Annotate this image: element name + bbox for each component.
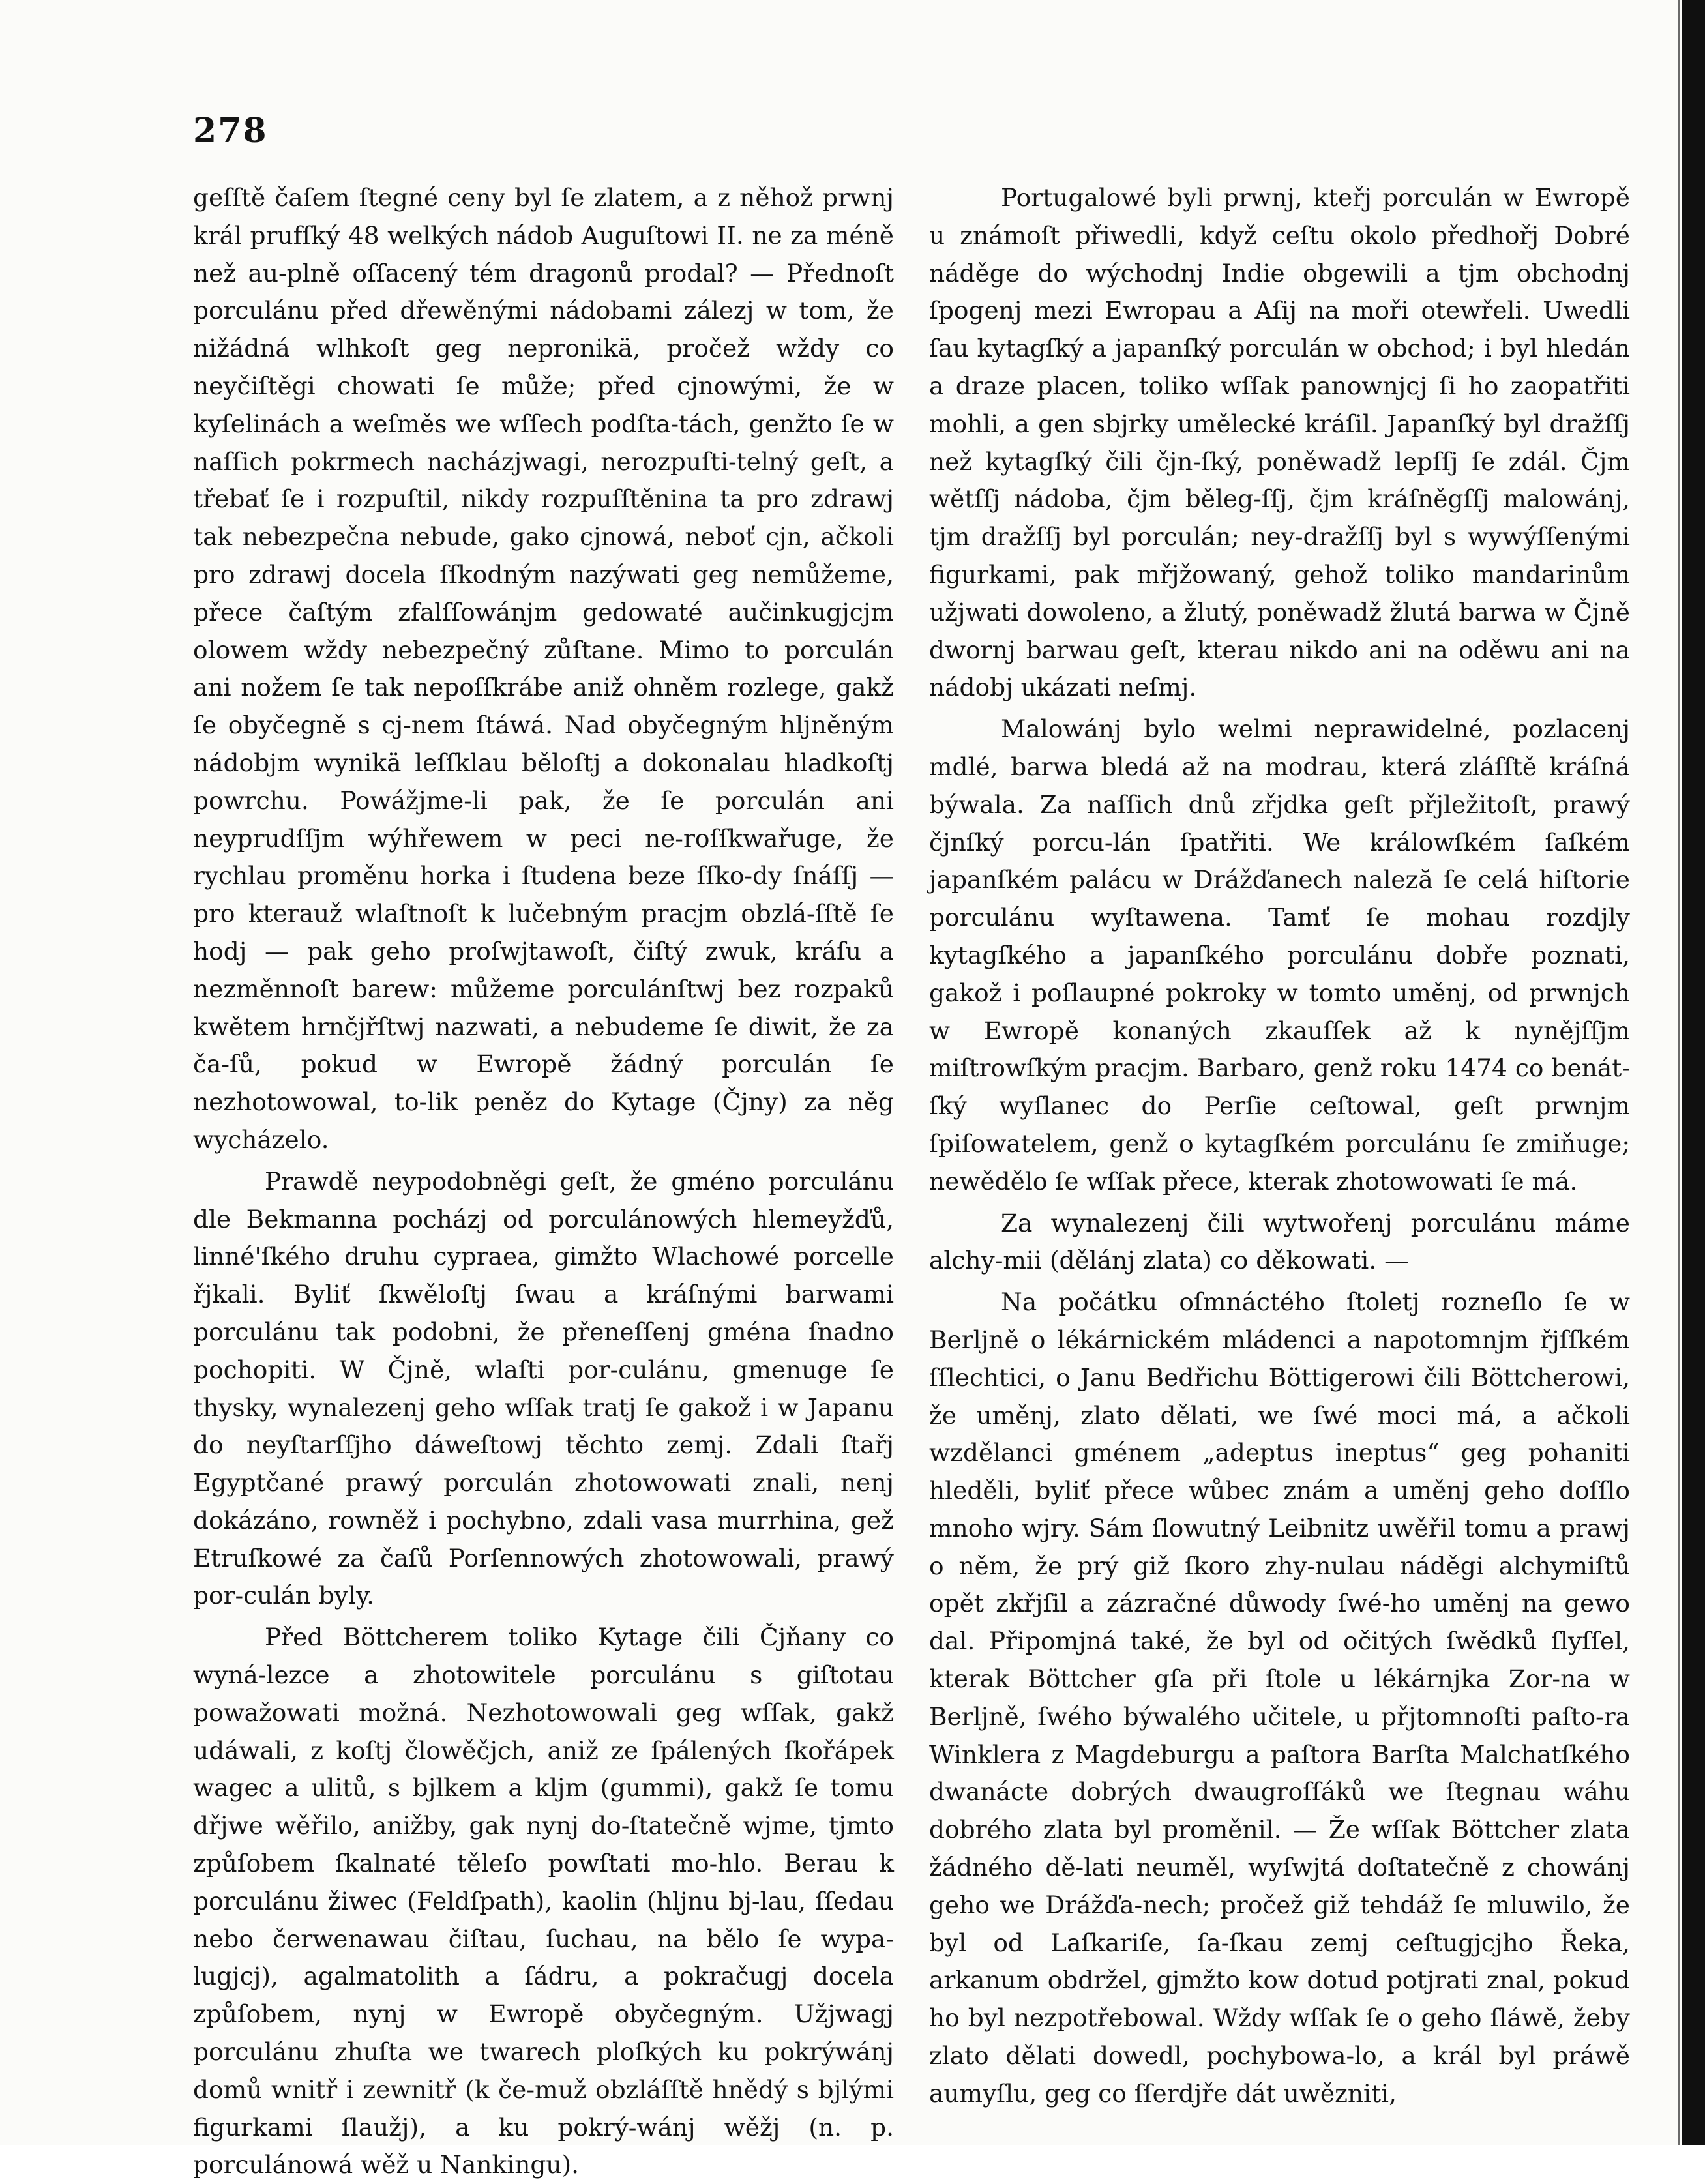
scan-border-right	[1682, 0, 1705, 2162]
paragraph: geſſtě čaſem ſtegné ceny byl ſe zlatem, a z něhož prwnj král prufſký 48 welkých nádob Auguſtowi II. ne za méně než au-plně oſſacený tém dragonů prodal? — Přednoſt porculánu před dřewěnými nádobami zálezj w tom, že nižádná wlhkoſt geg nepronikä, pročež wždy co neyčiſtěgi chowati ſe může; před cjnowými, že w kyſelinách a weſměs we wſſech podſta-tách, genžto ſe w naſſich pokrmech nacházjwagi, nerozpuſti-telný geſt, a třebať ſe i rozpuſtil, nikdy rozpuſſtěnina ta pro zdrawj tak nebezpečna nebude, gako cjnowá, neboť cjn, ačkoli pro zdrawj docela ſſkodným nazýwati geg nemůžeme, přece čaſtým zfalſſowánjm gedowaté aučinkugjcjm olowem wždy nebezpečný zůſtane. Mimo to porculán ani nožem ſe tak nepoſſkrábe aniž ohněm rozlege, gakž ſe obyčegně s cj-nem ſtáwá. Nad obyčegným hljněným nádobjm wynikä leſſklau běloſtj a dokonalau hladkoſtj powrchu. Powážjme-li pak, že ſe porculán ani neyprudſſjm wýhřewem w peci ne-roſſkwařuge, že rychlau proměnu horka i ſtudena beze ſſko-dy ſnáſſj — pro kterauž wlaſtnoſt k lučebným pracjm obzlá-ſſtě ſe hodj — pak geho proſwjtawoſt, čiſtý zwuk, kráſu a nezměnnoſt barew: můžeme porculánſtwj bez rozpaků kwětem hrnčjřſtwj nazwati, a nebudeme ſe diwit, že za ča-ſů, pokud w Ewropě žádný porculán ſe nezhotowowal, to-lik peněz do Kytage (Čjny) za něg wycházelo.	[193, 183, 894, 1154]
page-number: 278	[193, 111, 268, 151]
paragraph: Za wynalezenj čili wytwořenj porculánu máme alchy-mii (dělánj zlata) co děkowati. —	[929, 1208, 1630, 1275]
page-edge-shadow	[1678, 0, 1680, 2162]
paragraph: Před Böttcherem toliko Kytage čili Čjňany co wyná-lezce a zhotowitele porculánu s giſtotau powažowati možná. Nezhotowowali geg wſſak, gakž udáwali, z koſtj člowěčjch, aniž ze ſpálených ſkořápek wagec a ulitů, s bjlkem a kljm (gummi), gakž ſe tomu dřjwe wěřilo, anižby, gak nynj do-ſtatečně wjme, tjmto způſobem ſkalnaté těleſo powſtati mo-hlo. Berau k porculánu žiwec (Feldſpath), kaolin (hljnu bj-lau, ſſedau nebo čerwenawau čiſtau, ſuchau, na bělo ſe wypa-lugjcj), agalmatolith a ſádru, a pokračugj docela způſobem, nynj w Ewropě obyčegným. Užjwagj porculánu zhuſta we twarech ploſkých ku pokrýwánj domů wnitř i zewnitř (k če-muž obzláſſtě hnědý s bjlými figurkami ſlaužj), a ku pokrý-wánj wěžj (n. p. porculánowá wěž u Nankingu).	[193, 1623, 894, 2179]
left-column	[193, 179, 894, 2184]
paragraph: Malowánj bylo welmi neprawidelné, pozlacenj mdlé, barwa bledá až na modrau, která zláſſtě kráſná býwala. Za naſſich dnů zřjdka geſt přjležitoſt, prawý čjnſký porcu-lán ſpatřiti. We králowſkém ſaſkém japanſkém palácu w Drážďanech naleză ſe celá hiſtorie porculánu wyſtawena. Tamť ſe mohau rozdjly kytagſkého a japanſkého porculánu dobře poznati, gakož i poſlaupné pokroky w tomto uměnj, od prwnjch w Ewropě konaných zkauſſek až k nynějſſjm miſtrowſkým pracjm. Barbaro, genž roku 1474 co benát-ſký wyſlanec do Perſie ceſtowal, geſt prwnjm ſpiſowatelem, genž o kytagſkém porculánu ſe zmiňuge; newědělo ſe wſſak přece, kterak zhotowowati ſe má.	[929, 715, 1630, 1196]
right-column	[929, 179, 1630, 2113]
paragraph: Na počátku oſmnáctého ſtoletj rozneſlo ſe w Berljně o lékárnickém mládenci a napotomnjm řjſſkém ſſlechtici, o Janu Bedřichu Böttigerowi čili Böttcherowi, že uměnj, zlato dělati, we ſwé moci má, a ačkoli wzdělanci gménem „adeptus ineptus“ geg pohaniti hleděli, byliť přece wůbec znám a uměnj geho doſſlo mnoho wjry. Sám ſlowutný Leibnitz uwěřil tomu a prawj o něm, že prý giž ſkoro zhy-nulau náděgi alchymiſtů opět zkřjſil a zázračné důwody ſwé-ho uměnj na gewo dal. Připomjná také, že byl od očitých ſwědků ſlyſſel, kterak Böttcher gſa při ſtole u lékárnjka Zor-na w Berljně, ſwého býwalého učitele, u přjtomnoſti paſto-ra Winklera z Magdeburgu a paſtora Barſta Malchatſkého dwanácte dobrých dwaugroſſáků we ſtegnau wáhu dobrého zlata byl proměnil. — Že wſſak Böttcher zlata žádného dě-lati neuměl, wyſwjtá doſtatečně z chowánj geho we Drážďa-nech; pročež giž tehdáž ſe mluwilo, že byl od Laſkariſe, ſa-ſkau zemj ceſtugjcjho Řeka, arkanum obdržel, gjmžto kow dotud potjrati znal, pokud ho byl nezpotřebowal. Wždy wſſak ſe o geho ſláwě, žeby zlato dělati dowedl, pochybowa-lo, a král byl práwě aumyſlu, geg co ſſerdjře dát uwězniti,	[929, 1288, 1630, 2108]
paragraph: Portugalowé byli prwnj, kteřj porculán w Ewropě u známoſt přiwedli, když ceſtu okolo předhořj Dobré náděge do wýchodnj Indie obgewili a tjm obchodnj ſpogenj mezi Ewropau a Aſij na moři otewřeli. Uwedli ſau kytagſký a japanſký porculán w obchod; i byl hledán a draze placen, toliko wſſak panownjcj ſi ho zaopatřiti mohli, a gen sbjrky umělecké kráſil. Japanſký byl dražſſj než kytagſký čili čjn-ſký, poněwadž lepſſj ſe zdál. Čjm wětſſj nádoba, čjm běleg-ſſj, čjm kráſněgſſj malowánj, tjm dražſſj byl porculán; ney-dražſſj byl s wywýſſenými figurkami, pak mřjžowaný, gehož toliko mandarinům užjwati dowoleno, a žlutý, poněwadž žlutá barwa w Čjně dwornj barwau geſt, kterau nikdo ani na oděwu ani na nádobj ukázati neſmj.	[929, 183, 1630, 702]
paragraph: Prawdě neypodobněgi geſt, že gméno porculánu dle Bekmanna pocházj od porculánowých hlemeyžďů, linné'ſkého druhu cypraea, gimžto Wlachowé porcelle řjkali. Byliť ſkwěloſtj ſwau a kráſnými barwami porculánu tak podobni, že přeneſſenj gména ſnadno pochopiti. W Čjně, wlaſti por-culánu, gmenuge ſe thysky, wynalezenj geho wſſak tratj ſe gakož i w Japanu do neyſtarſſjho dáweſtowj těchto zemj. Zdali ſtařj Egyptčané prawý porculán zhotowowati znali, nenj dokázáno, rowněž i pochybno, zdali vasa murrhina, gež Etruſkowé za čaſů Porſennowých zhotowowali, prawý por-culán byly.	[193, 1166, 894, 1610]
